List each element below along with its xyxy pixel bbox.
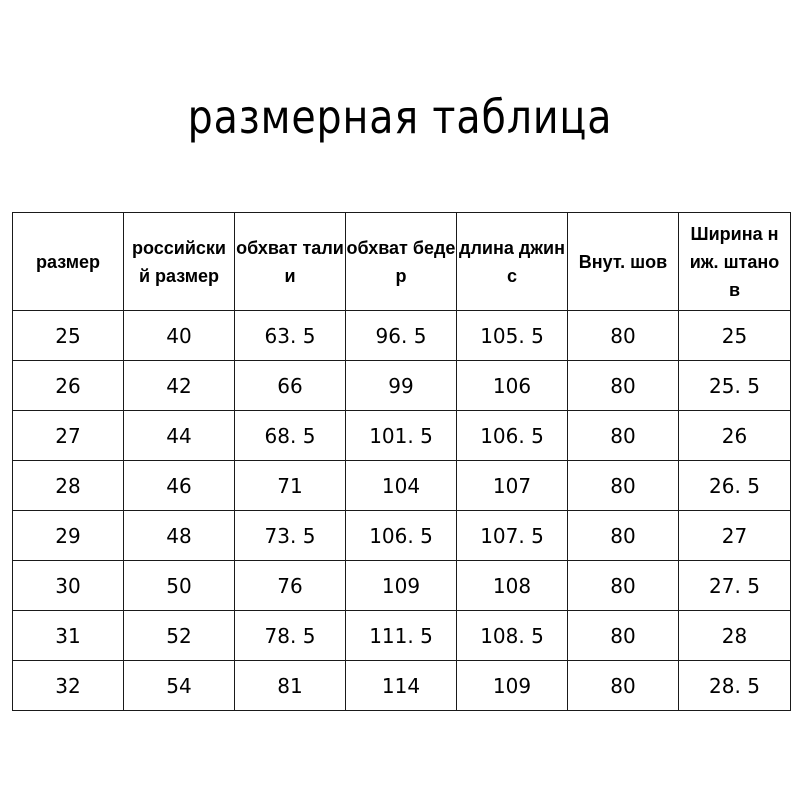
cell-jeans-length: 106 (457, 361, 568, 411)
header-jeans-length: длина джинс (457, 213, 568, 311)
cell-inseam: 80 (568, 361, 679, 411)
cell-size: 29 (13, 511, 124, 561)
cell-waist: 76 (235, 561, 346, 611)
cell-hips: 109 (346, 561, 457, 611)
cell-size: 28 (13, 461, 124, 511)
cell-hips: 96. 5 (346, 311, 457, 361)
cell-size: 30 (13, 561, 124, 611)
cell-jeans-length: 106. 5 (457, 411, 568, 461)
header-hips: обхват бедер (346, 213, 457, 311)
table-row (13, 611, 791, 661)
header-waist: обхват талии (235, 213, 346, 311)
cell-waist: 73. 5 (235, 511, 346, 561)
header-leg-opening-width: Ширина ниж. штанов (679, 213, 791, 311)
cell-russian-size: 46 (124, 461, 235, 511)
cell-jeans-length: 109 (457, 661, 568, 711)
header-inseam: Внут. шов (568, 213, 679, 311)
cell-russian-size: 50 (124, 561, 235, 611)
table-row (13, 461, 791, 511)
cell-jeans-length: 105. 5 (457, 311, 568, 361)
cell-leg-opening-width: 26. 5 (679, 461, 791, 511)
cell-inseam: 80 (568, 461, 679, 511)
cell-inseam: 80 (568, 411, 679, 461)
cell-russian-size: 44 (124, 411, 235, 461)
cell-leg-opening-width: 25 (679, 311, 791, 361)
header-size: размер (13, 213, 124, 311)
header-russian-size: российский размер (124, 213, 235, 311)
cell-inseam: 80 (568, 511, 679, 561)
cell-russian-size: 52 (124, 611, 235, 661)
page-title: размерная таблица (187, 90, 613, 144)
cell-jeans-length: 107. 5 (457, 511, 568, 561)
table-row (13, 311, 791, 361)
cell-inseam: 80 (568, 311, 679, 361)
cell-hips: 104 (346, 461, 457, 511)
table-row (13, 561, 791, 611)
cell-size: 31 (13, 611, 124, 661)
cell-hips: 111. 5 (346, 611, 457, 661)
cell-inseam: 80 (568, 611, 679, 661)
table-row (13, 511, 791, 561)
cell-waist: 63. 5 (235, 311, 346, 361)
cell-russian-size: 48 (124, 511, 235, 561)
cell-waist: 71 (235, 461, 346, 511)
table-row (13, 661, 791, 711)
cell-hips: 99 (346, 361, 457, 411)
cell-waist: 81 (235, 661, 346, 711)
cell-leg-opening-width: 28. 5 (679, 661, 791, 711)
cell-hips: 114 (346, 661, 457, 711)
cell-jeans-length: 108 (457, 561, 568, 611)
table-row (13, 411, 791, 461)
cell-inseam: 80 (568, 561, 679, 611)
cell-waist: 66 (235, 361, 346, 411)
cell-jeans-length: 108. 5 (457, 611, 568, 661)
cell-russian-size: 40 (124, 311, 235, 361)
cell-waist: 78. 5 (235, 611, 346, 661)
cell-leg-opening-width: 25. 5 (679, 361, 791, 411)
cell-russian-size: 54 (124, 661, 235, 711)
cell-russian-size: 42 (124, 361, 235, 411)
cell-leg-opening-width: 27. 5 (679, 561, 791, 611)
cell-size: 25 (13, 311, 124, 361)
cell-jeans-length: 107 (457, 461, 568, 511)
cell-size: 27 (13, 411, 124, 461)
size-chart-table (12, 212, 791, 711)
cell-leg-opening-width: 26 (679, 411, 791, 461)
cell-leg-opening-width: 27 (679, 511, 791, 561)
cell-size: 26 (13, 361, 124, 411)
table-row (13, 361, 791, 411)
cell-leg-opening-width: 28 (679, 611, 791, 661)
cell-waist: 68. 5 (235, 411, 346, 461)
cell-size: 32 (13, 661, 124, 711)
table-header-row (13, 213, 791, 311)
cell-hips: 106. 5 (346, 511, 457, 561)
cell-hips: 101. 5 (346, 411, 457, 461)
cell-inseam: 80 (568, 661, 679, 711)
